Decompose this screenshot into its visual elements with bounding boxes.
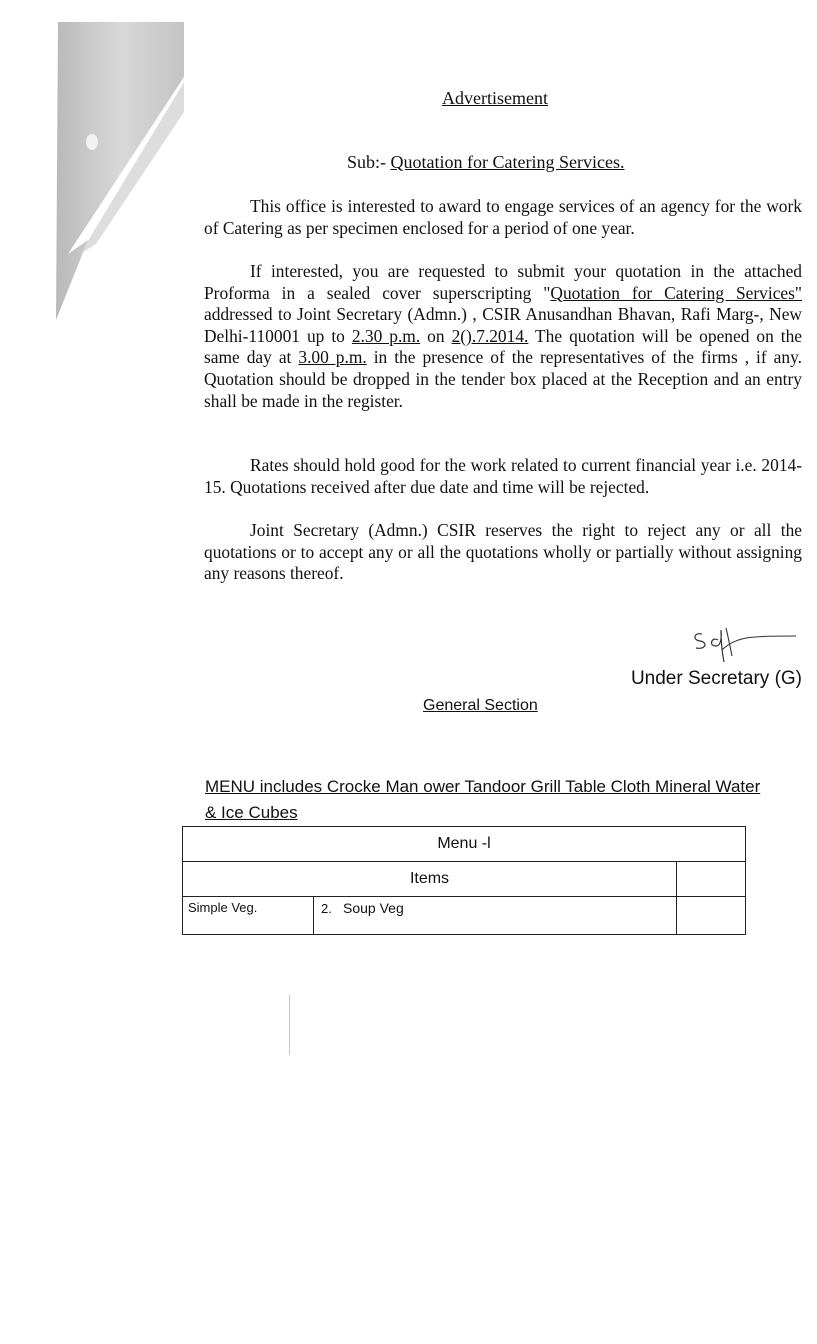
p2-superscription: Quotation for Catering Services" [550,282,802,303]
paragraph-rights: Joint Secretary (Admn.) CSIR reserves the right to reject any or all the quotations or to accept any or all the quotations wholly or partially without assigning any reasons thereof. [204,520,802,584]
section-name: General Section [423,697,538,714]
subject-text: Quotation for Catering Services. [390,152,625,172]
subject-prefix: Sub:- [347,152,387,172]
menu-category: Simple Veg. [183,897,314,935]
paragraph-intro: This office is interested to award to engage services of an agency for the work of Catering as per specimen enclosed for a period of one year. [204,196,802,238]
signatory-designation: Under Secretary (G) [630,668,802,689]
menu-item-name: Soup Veg [343,900,404,916]
handwritten-signature [688,622,800,666]
p2-part-a: If interested, you are requested to submit your quotation in the attached Proforma in a sealed cover superscripting " [204,261,802,303]
p2-submit-date: 2().7.2014. [451,325,529,346]
menu-title-row [183,827,746,862]
scan-line [289,995,290,1055]
p2-part-c: addressed to Joint Secretary (Admn.) , CSIR Anusandhan Bhavan, Rafi Marg-, New Delhi-110001 up to [204,304,802,346]
paragraph-rates: Rates should hold good for the work related to current financial year i.e. 2014-15. Quotations received after due date and time will be rejected. [204,455,802,497]
menu-item [314,897,677,935]
p2-part-e: on [420,325,452,346]
table-row [183,897,746,935]
empty-cell [677,897,746,935]
items-header: Items [183,862,677,897]
menu-table [182,826,746,935]
empty-cell [677,862,746,897]
p2-part-i: in the presence of the representatives of the firms , if any. Quotation should be dropped in the tender box placed at the Reception and an entry shall be made in the register. [204,347,802,411]
p2-part-g: The quotation will be opened on the same day at [204,325,803,368]
items-header-row [183,862,746,897]
subject-line [347,152,624,173]
menu-item-number: 2. [321,901,332,916]
scan-artifact [56,22,186,322]
paragraph-instructions [204,261,802,412]
p2-opening-time: 3.00 p.m. [298,347,367,368]
p2-submit-time: 2.30 p.m. [351,325,421,346]
menu-intro: MENU includes Crocke Man ower Tandoor Grill Table Cloth Mineral Water & Ice Cubes [205,777,761,822]
menu-title: Menu -l [183,827,746,862]
document-title: Advertisement [442,88,548,108]
